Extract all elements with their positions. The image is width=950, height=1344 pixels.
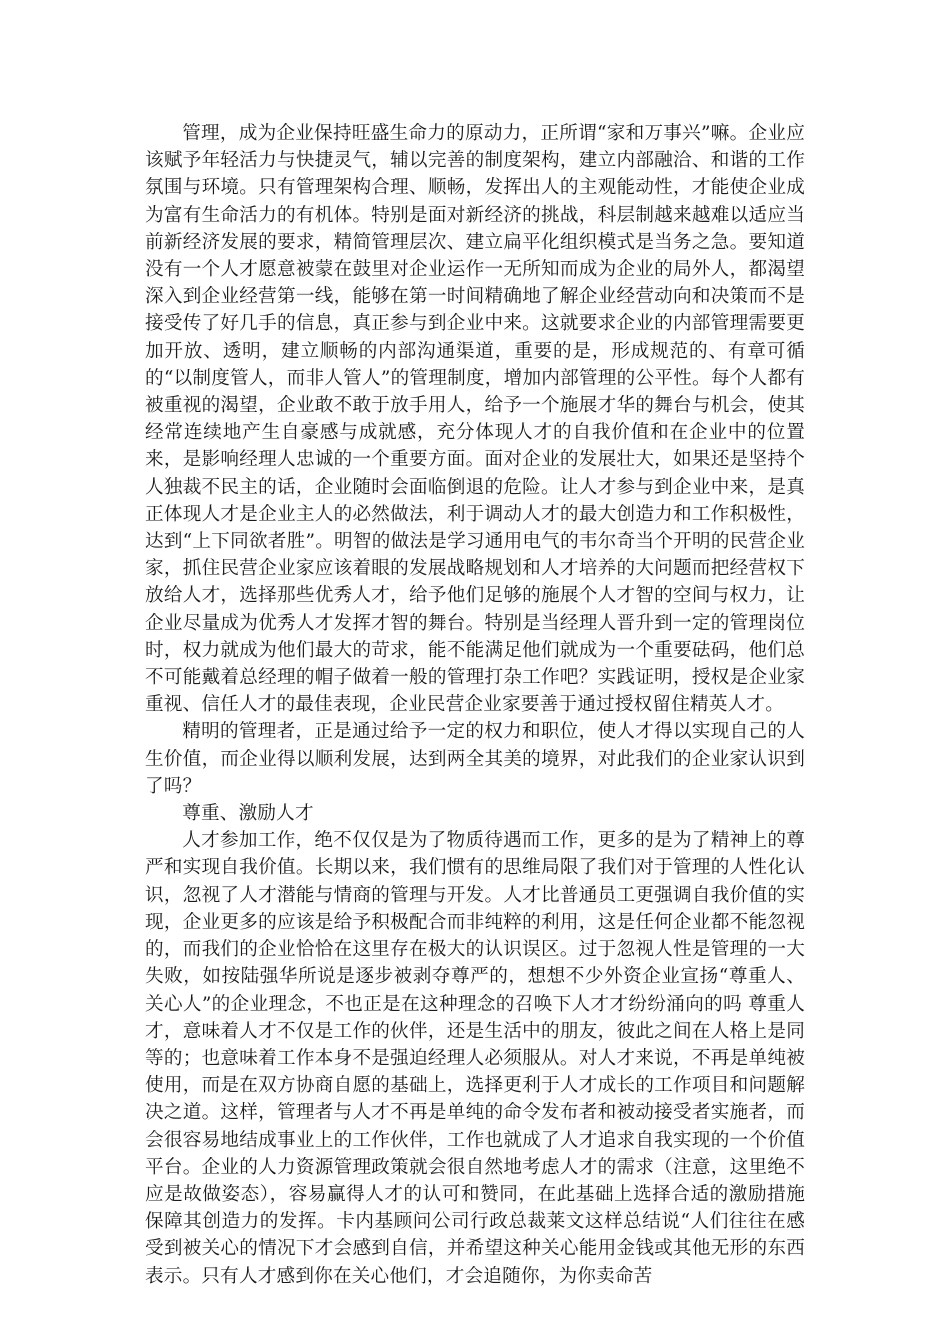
paragraph-smart-manager: 精明的管理者，正是通过给予一定的权力和职位，使人才得以实现自己的人生价值，而企业得以顺利发展，达到两全其美的境界，对此我们的企业家认识到了吗？ [145, 721, 805, 797]
section-heading-respect: 尊重、激励人才 [182, 803, 314, 825]
paragraph-management: 管理，成为企业保持旺盛生命力的原动力，正所谓“家和万事兴”嘛。企业应该赋予年轻活力与快捷灵气，辅以完善的制度架构，建立内部融洽、和谐的工作氛围与环境。只有管理架构合理、顺畅，发挥出人的主观能动性，才能使企业成为富有生命活力的有机体。特别是面对新经济的挑战，科层制越来越难以适应当前新经济发展的要求，精简管理层次、建立扁平化组织模式是当务之急。要知道没有一个人才愿意被蒙在鼓里对企业运作一无所知而成为企业的局外人，都渴望深入到企业经营第一线，能够在第一时间精确地了解企业经营动向和决策而不是接受传了好几手的信息，真正参与到企业中来。这就要求企业的内部管理需要更加开放、透明，建立顺畅的内部沟通渠道，重要的是，形成规范的、有章可循的“以制度管人，而非人管人”的管理制度，增加内部管理的公平性。每个人都有被重视的渴望，企业敢不敢于放手用人，给予一个施展才华的舞台与机会，使其经常连续地产生自豪感与成就感，充分体现人才的自我价值和在企业中的位置来，是影响经理人忠诚的一个重要方面。面对企业的发展壮大，如果还是坚持个人独裁不民主的话，企业随时会面临倒退的危险。让人才参与到企业中来，是真正体现人才是企业主人的必然做法，利于调动人才的最大创造力和工作积极性，达到“上下同欲者胜”。明智的做法是学习通用电气的韦尔奇当个开明的民营企业家，抓住民营企业家应该着眼的发展战略规划和人才培养的大问题而把经营权下放给人才，选择那些优秀人才，给予他们足够的施展个人才智的空间与权力，让企业尽量成为优秀人才发挥才智的舞台。特别是当经理人晋升到一定的管理岗位时，权力就成为他们最大的苛求，能不能满足他们就成为一个重要砝码，他们总不可能戴着总经理的帽子做着一般的管理打杂工作吧？实践证明，授权是企业家重视、信任人才的最佳表现，企业民营企业家要善于通过授权留住精英人才。 [145, 123, 805, 716]
document-body [145, 120, 805, 1290]
paragraph-respect-talent: 人才参加工作，绝不仅仅是为了物质待遇而工作，更多的是为了精神上的尊严和实现自我价值。长期以来，我们惯有的思维局限了我们对于管理的人性化认识，忽视了人才潜能与情商的管理与开发。人才比普通员工更强调自我价值的实现，企业更多的应该是给予积极配合而非纯粹的利用，这是任何企业都不能忽视的，而我们的企业恰恰在这里存在极大的认识误区。过于忽视人性是管理的一大失败，如按陆强华所说是逐步被剥夺尊严的，想想不少外资企业宣扬“尊重人、关心人”的企业理念，不也正是在这种理念的召唤下人才才纷纷涌向的吗 尊重人才，意味着人才不仅是工作的伙伴，还是生活中的朋友，彼此之间在人格上是同等的；也意味着工作本身不是强迫经理人必须服从。对人才来说，不再是单纯被使用，而是在双方协商自愿的基础上，选择更利于人才成长的工作项目和问题解决之道。这样，管理者与人才不再是单纯的命令发布者和被动接受者实施者，而会很容易地结成事业上的工作伙伴，工作也就成了人才追求自我实现的一个价值平台。企业的人力资源管理政策就会很自然地考虑人才的需求（注意，这里绝不应是故做姿态），容易赢得人才的认可和赞同，在此基础上选择合适的激励措施保障其创造力的发挥。卡内基顾问公司行政总裁莱文这样总结说“人们往往在感受到被关心的情况下才会感到自信，并希望这种关心能用金钱或其他无形的东西表示。只有人才感到你在关心他们，才会追随你，为你卖命苦 [145, 830, 805, 1287]
